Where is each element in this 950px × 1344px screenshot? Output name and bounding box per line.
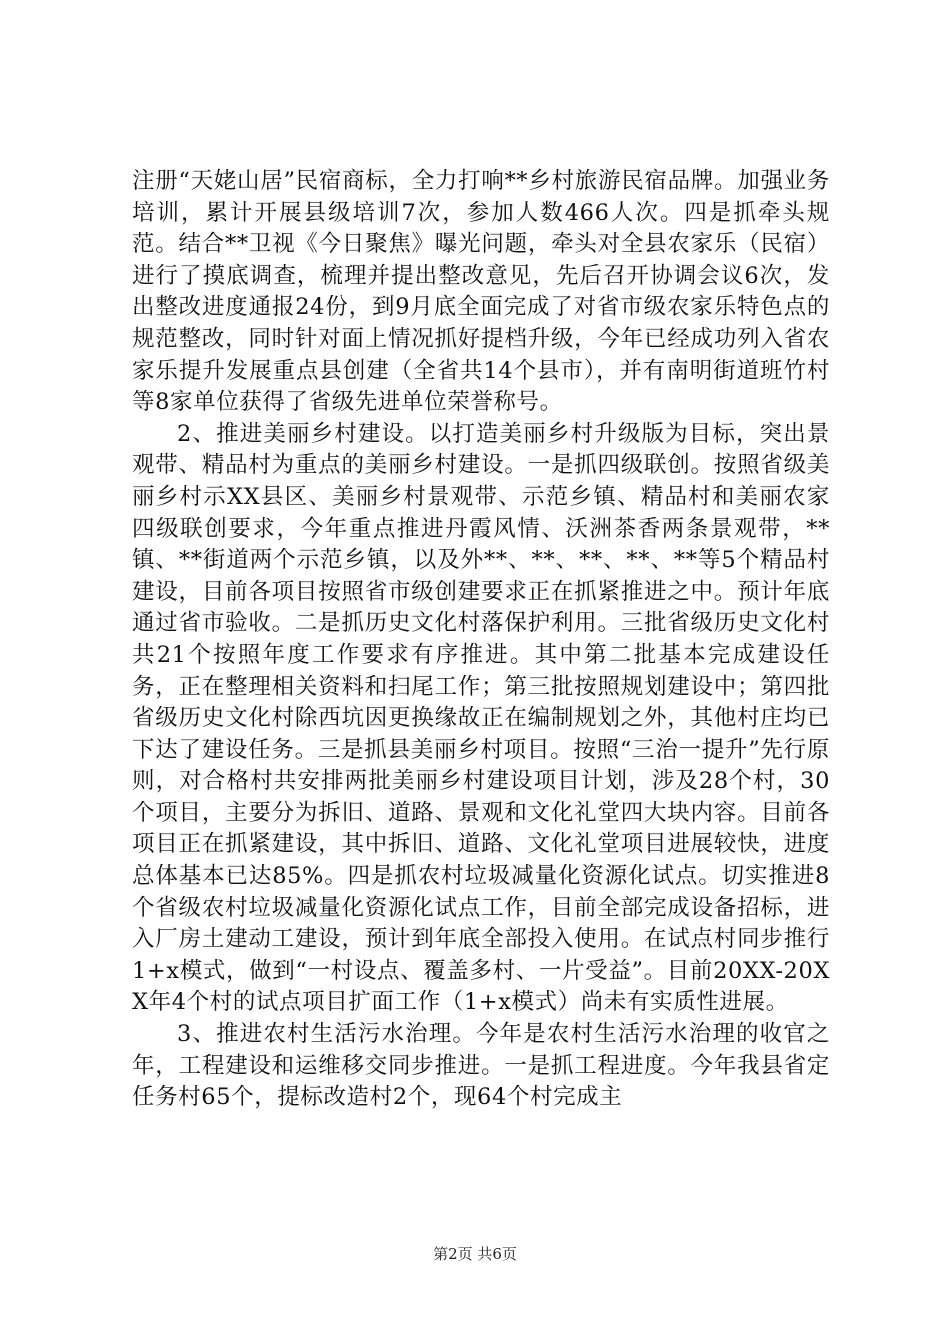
paragraph-continued-homestay: 注册“天姥山居”民宿商标，全力打响**乡村旅游民宿品牌。加强业务培训，累计开展县级培训7次，参加人数466人次。四是抓牵头规范。结合**卫视《今日聚焦》曝光问题，牵头对全县农家乐（民宿）进行了摸底调查，梳理并提出整改意见，先后召开协调会议6次，发出整改进度通报24份，到9月底全面完成了对省市级农家乐特色点的规范整改，同时针对面上情况抓好提档升级，今年已经成功列入省农家乐提升发展重点县创建（全省共14个县市），并有南明街道班竹村等8家单位获得了省级先进单位荣誉称号。 [132, 168, 830, 416]
paragraph-beautiful-village: 2、推进美丽乡村建设。以打造美丽乡村升级版为目标，突出景观带、精品村为重点的美丽乡村建设。一是抓四级联创。按照省级美丽乡村示XX县区、美丽乡村景观带、示范乡镇、精品村和美丽农家四级联创要求，今年重点推进丹霞风情、沃洲茶香两条景观带，**镇、**街道两个示范乡镇，以及外**、**、**、**、**等5个精品村建设，目前各项目按照省市级创建要求正在抓紧推进之中。预计年底通过省市验收。二是抓历史文化村落保护利用。三批省级历史文化村共21个按照年度工作要求有序推进。其中第二批基本完成建设任务，正在整理相关资料和扫尾工作；第三批按照规划建设中；第四批省级历史文化村除西坑因更换缘故正在编制规划之外，其他村庄均已下达了建设任务。三是抓县美丽乡村项目。按照“三治一提升”先行原则，对合格村共安排两批美丽乡村建设项目计划，涉及28个村，30个项目，主要分为拆旧、道路、景观和文化礼堂四大块内容。目前各项目正在抓紧建设，其中拆旧、道路、文化礼堂项目进展较快，进度总体基本已达85%。四是抓农村垃圾减量化资源化试点。切实推进8个省级农村垃圾减量化资源化试点工作，目前全部完成设备招标，进入厂房土建动工建设，预计到年底全部投入使用。在试点村同步推行1+x模式，做到“一村设点、覆盖多村、一片受益”。目前20XX-20XX年4个村的试点项目扩面工作（1+x模式）尚未有实质性进展。 [132, 420, 830, 1016]
document-body [132, 166, 830, 1114]
paragraph-sewage-treatment: 3、推进农村生活污水治理。今年是农村生活污水治理的收官之年，工程建设和运维移交同步推进。一是抓工程进度。今年我县省定任务村65个，提标改造村2个，现64个村完成主 [132, 1021, 830, 1111]
page-number-footer: 第2页 共6页 [433, 1245, 517, 1263]
